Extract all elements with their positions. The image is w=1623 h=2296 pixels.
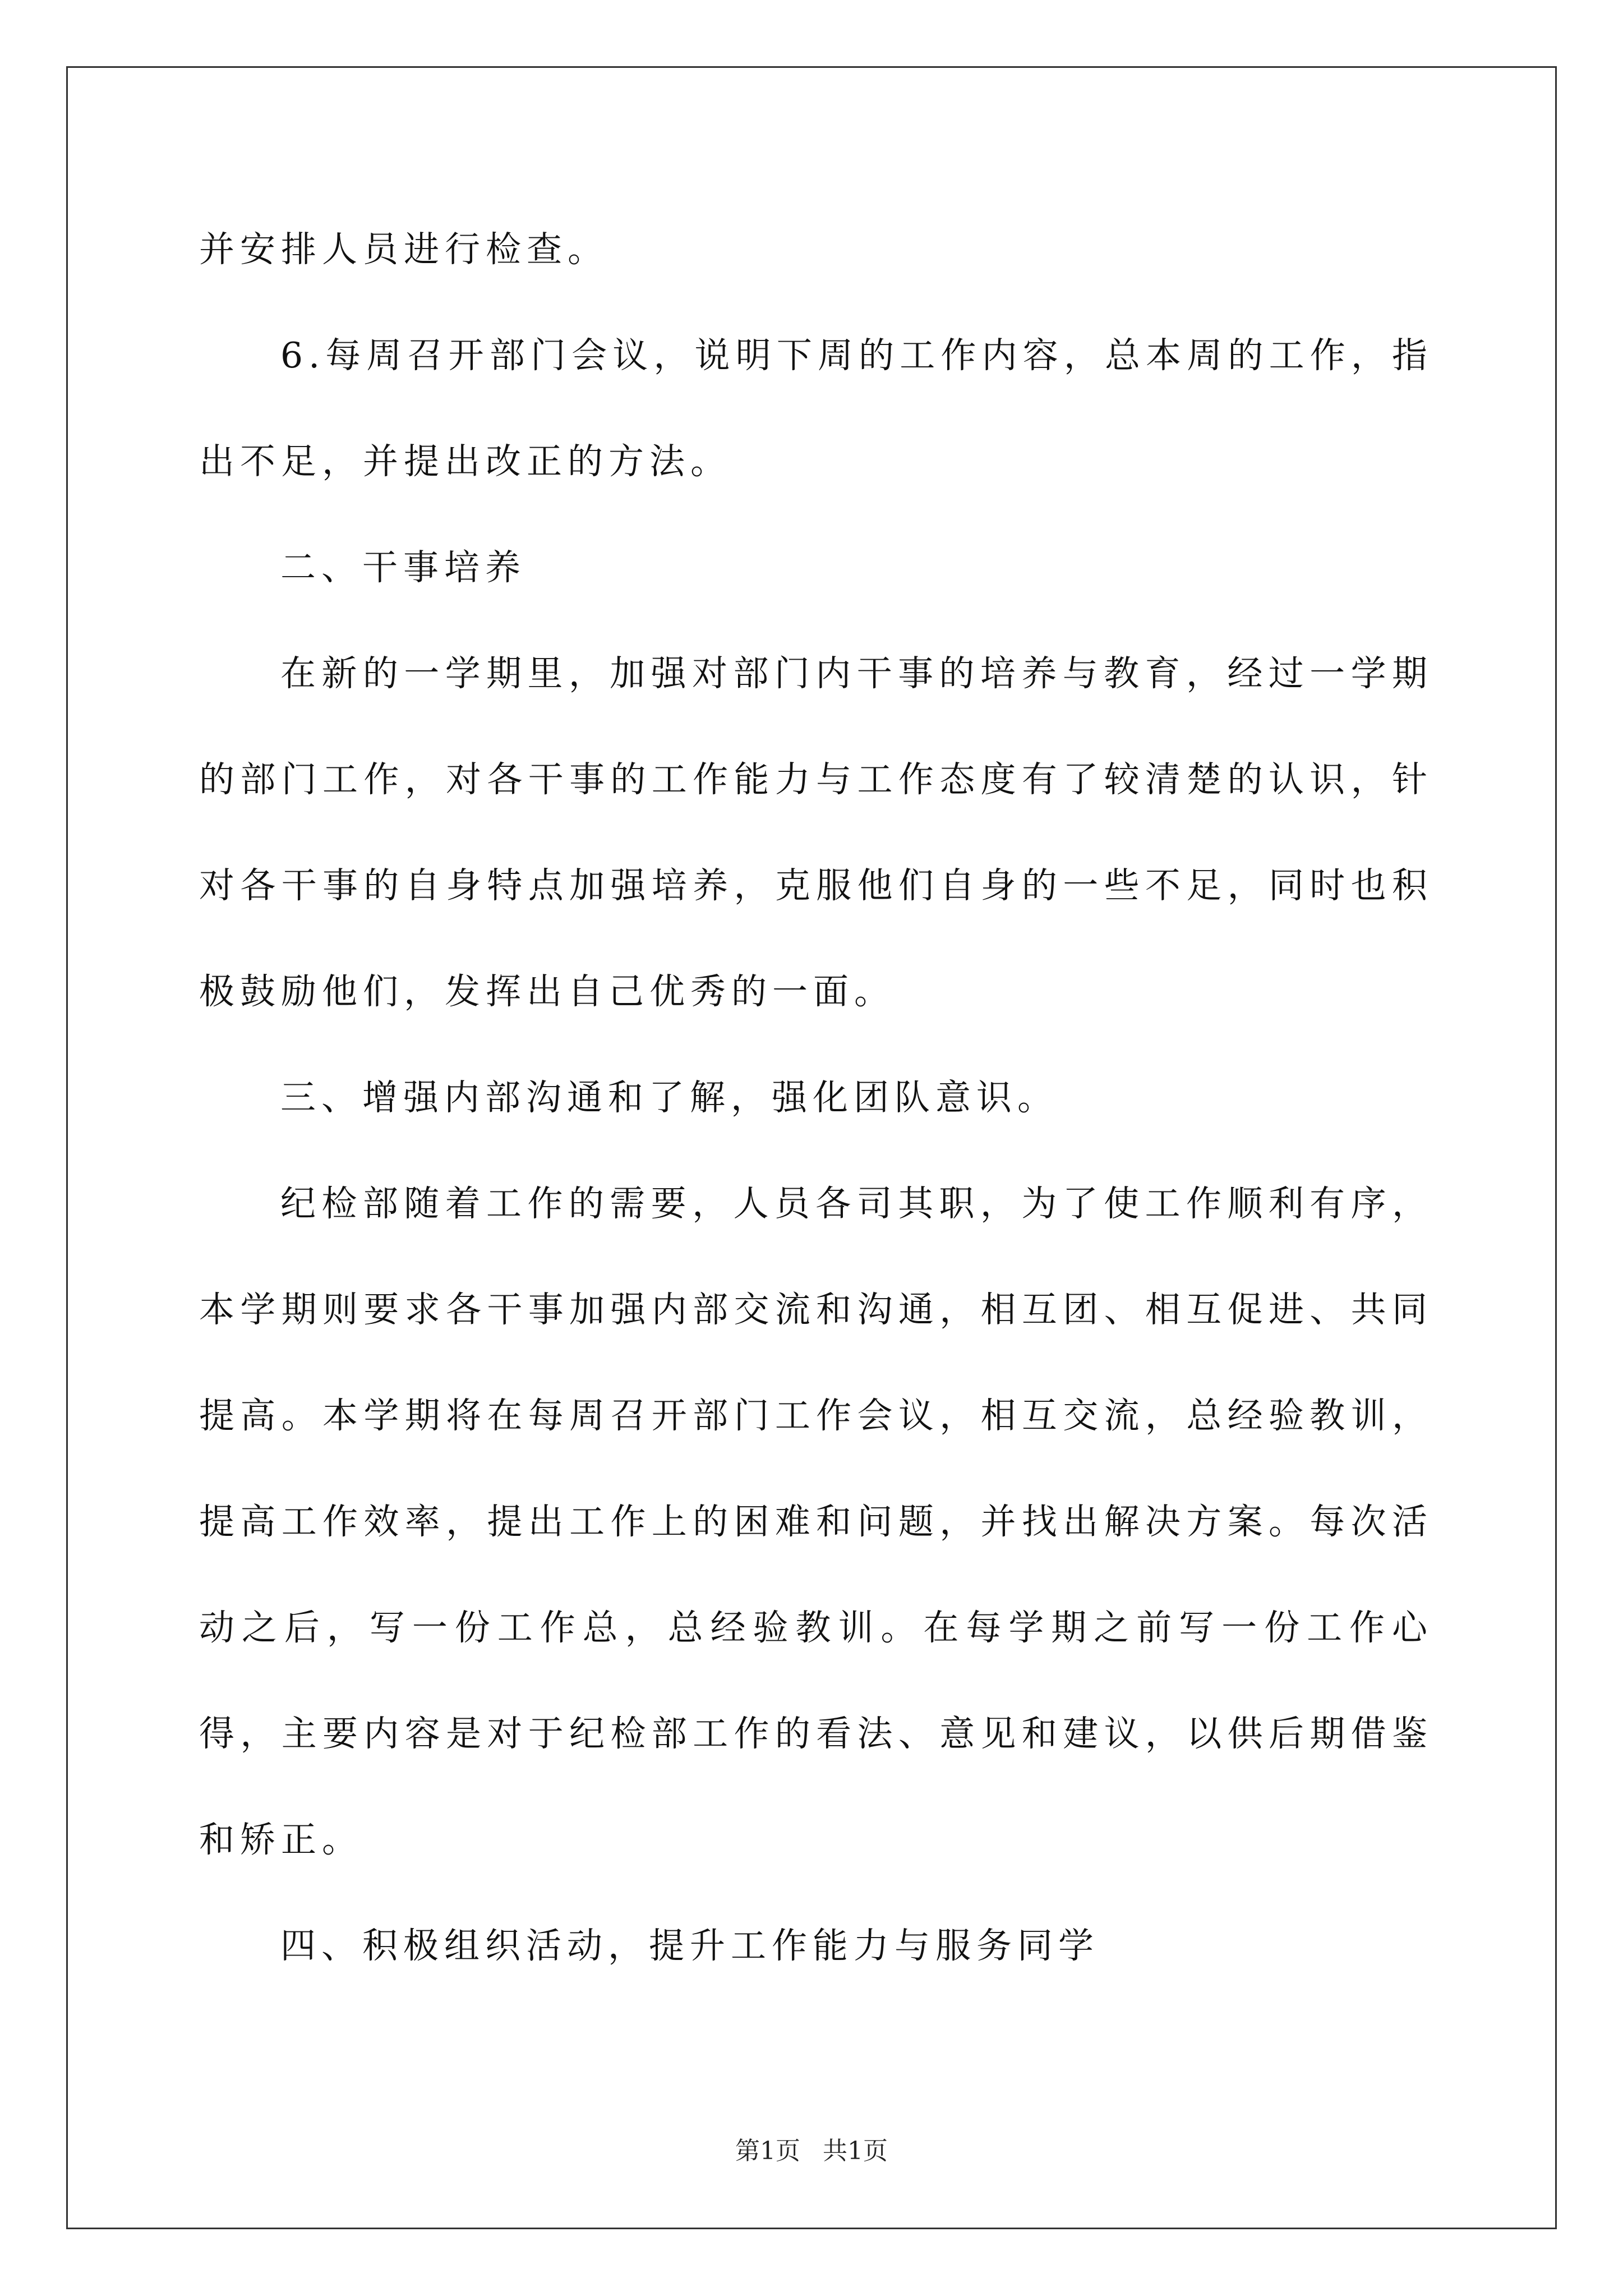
section-heading-2: 二、干事培养 — [280, 547, 526, 588]
paragraph-2: 6.每周召开部门会议，说明下周的工作内容，总本周的工作，指出不足，并提出改正的方法。 — [199, 335, 1433, 482]
section-heading-4: 四、积极组织活动，提升工作能力与服务同学 — [280, 1925, 1099, 1966]
paragraph-1: 并安排人员进行检查。 — [199, 229, 608, 270]
paragraph-3: 在新的一学期里，加强对部门内干事的培养与教育，经过一学期的部门工作，对各干事的工作能力与工作态度有了较清楚的认识，针对各干事的自身特点加强培养，克服他们自身的一些不足，同时也积极鼓励他们，发挥出自己优秀的一面。 — [199, 653, 1433, 1012]
document-body — [199, 196, 1433, 1999]
paragraph-4: 纪检部随着工作的需要，人员各司其职，为了使工作顺利有序，本学期则要求各干事加强内部交流和沟通，相互团、相互促进、共同提高。本学期将在每周召开部门工作会议，相互交流，总经验教训，提高工作效率，提出工作上的困难和问题，并找出解决方案。每次活动之后，写一份工作总，总经验教训。在每学期之前写一份工作心得，主要内容是对于纪检部工作的看法、意见和建议，以供后期借鉴和矫正。 — [199, 1183, 1433, 1860]
section-heading-3: 三、增强内部沟通和了解，强化团队意识。 — [280, 1077, 1058, 1118]
page-footer — [0, 2134, 1623, 2168]
page-total: 共1页 — [823, 2137, 888, 2165]
page-number: 第1页 — [735, 2137, 800, 2165]
